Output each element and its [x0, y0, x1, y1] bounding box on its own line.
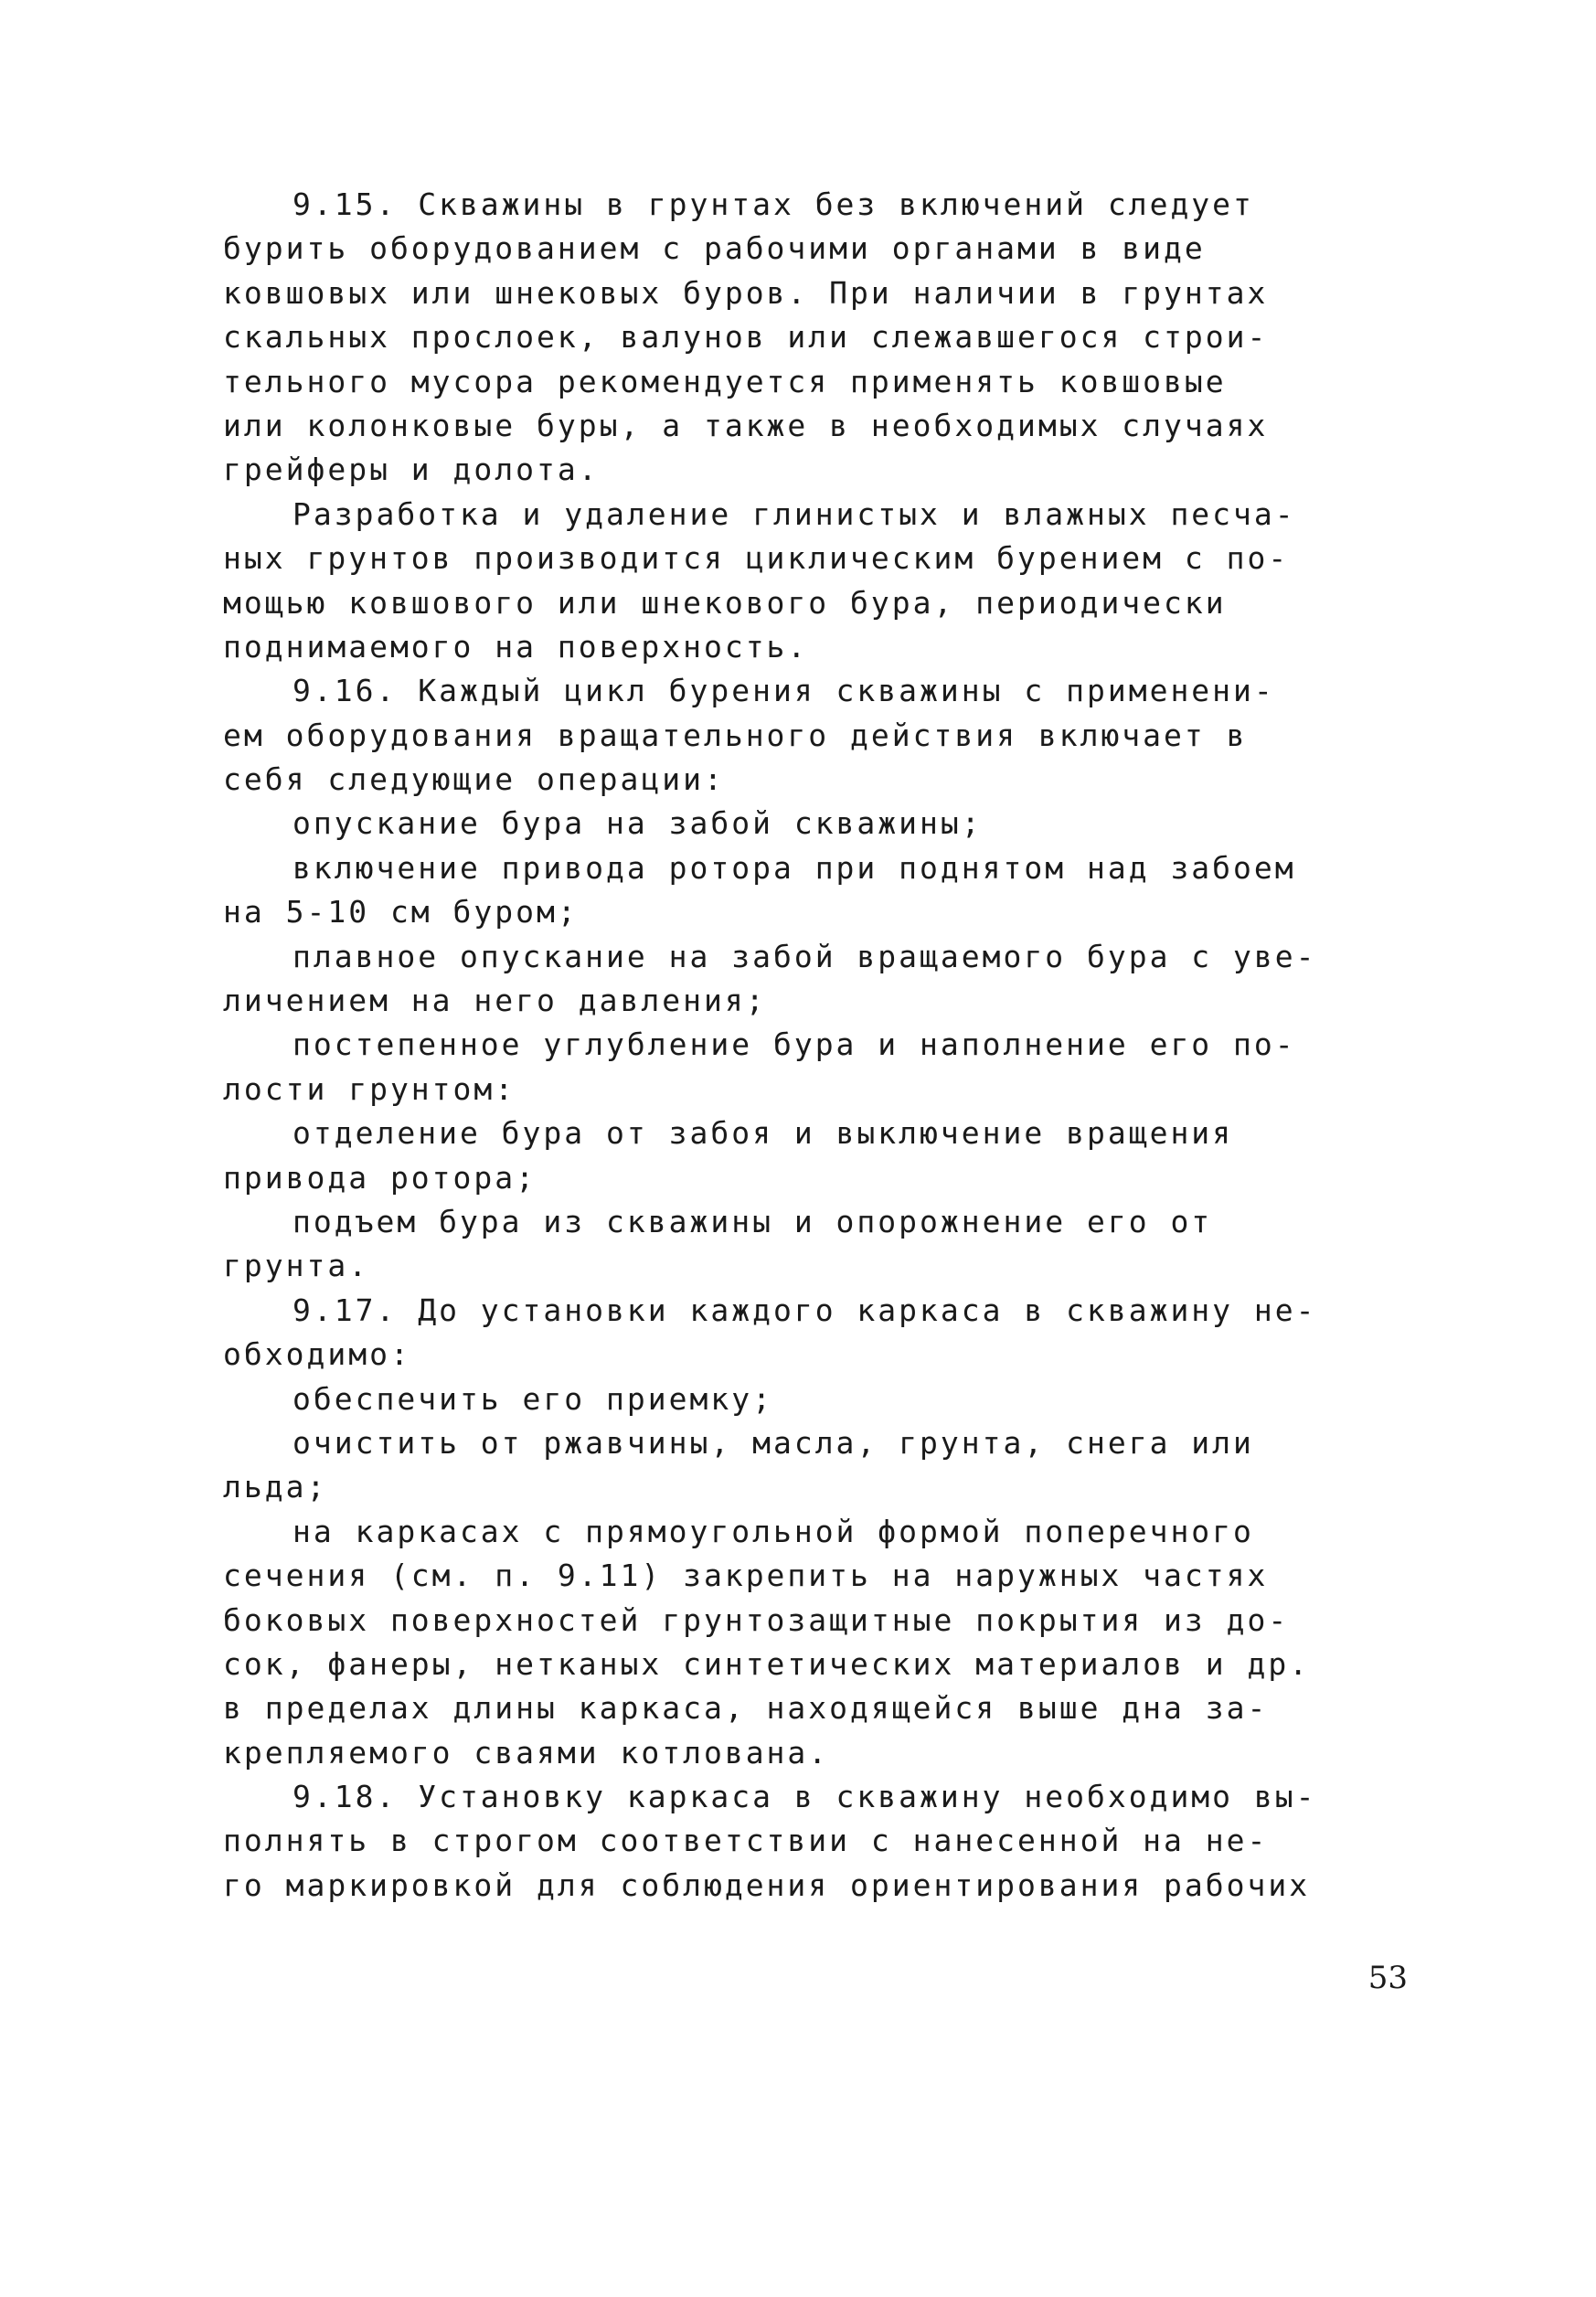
text-line: полнять в строгом соответствии с нанесенной на не-: [223, 1823, 1269, 1859]
text-line: подъем бура из скважины и опорожнение его от: [293, 1203, 1213, 1239]
text-line: 9.18. Установку каркаса в скважину необходимо вы-: [293, 1779, 1317, 1815]
text-line: опускание бура на забой скважины;: [293, 805, 983, 842]
text-line: сечения (см. п. 9.11) закрепить на наружных частях: [223, 1558, 1269, 1594]
text-line: поднимаемого на поверхность.: [223, 628, 809, 665]
body-text: [223, 183, 1402, 1908]
text-line: лости грунтом:: [223, 1070, 516, 1107]
text-line: или колонковые буры, а также в необходимых случаях: [223, 407, 1269, 443]
page-number: 53: [1367, 1960, 1408, 1996]
text-line: льда;: [223, 1469, 328, 1505]
text-line: плавное опускание на забой вращаемого бура с уве-: [293, 938, 1317, 974]
text-line: на каркасах с прямоугольной формой поперечного: [293, 1513, 1254, 1549]
text-line: тельного мусора рекомендуется применять ковшовые: [223, 363, 1227, 399]
text-line: отделение бура от забоя и выключение вращения: [293, 1115, 1234, 1152]
text-line: бурить оборудованием с рабочими органами в виде: [223, 230, 1206, 267]
text-line: ковшовых или шнековых буров. При наличии в грунтах: [223, 274, 1269, 311]
text-line: грейферы и долота.: [223, 452, 600, 488]
text-line: обходимо:: [223, 1336, 411, 1373]
text-line: мощью ковшового или шнекового бура, периодически: [223, 584, 1227, 621]
text-line: привода ротора;: [223, 1159, 537, 1196]
text-line: Разработка и удаление глинистых и влажных песча-: [293, 495, 1296, 532]
text-line: на 5-10 см буром;: [223, 894, 579, 930]
text-line: 9.15. Скважины в грунтах без включений следует: [293, 186, 1254, 222]
text-line: боковых поверхностей грунтозащитные покрытия из до-: [223, 1601, 1290, 1638]
text-line: постепенное углубление бура и наполнение его по-: [293, 1026, 1296, 1063]
text-line: себя следующие операции:: [223, 761, 725, 798]
text-line: грунта.: [223, 1248, 370, 1284]
text-line: го маркировкой для соблюдения ориентирования рабочих: [223, 1866, 1311, 1903]
text-line: личением на него давления;: [223, 983, 767, 1019]
text-line: ных грунтов производится циклическим бурением с по-: [223, 540, 1290, 577]
text-line: сок, фанеры, нетканых синтетических материалов и др.: [223, 1645, 1311, 1682]
text-line: очистить от ржавчины, масла, грунта, снега или: [293, 1424, 1254, 1461]
text-line: скальных прослоек, валунов или слежавшегося строи-: [223, 319, 1269, 356]
text-line: 9.16. Каждый цикл бурения скважины с применени-: [293, 673, 1275, 709]
text-line: в пределах длины каркаса, находящейся выше дна за-: [223, 1690, 1269, 1727]
text-line: ем оборудования вращательного действия включает в: [223, 717, 1248, 753]
text-line: обеспечить его приемку;: [293, 1380, 773, 1417]
text-line: включение привода ротора при поднятом над забоем: [293, 849, 1296, 886]
text-line: 9.17. До установки каждого каркаса в скважину не-: [293, 1292, 1317, 1328]
text-line: крепляемого сваями котлована.: [223, 1734, 830, 1771]
